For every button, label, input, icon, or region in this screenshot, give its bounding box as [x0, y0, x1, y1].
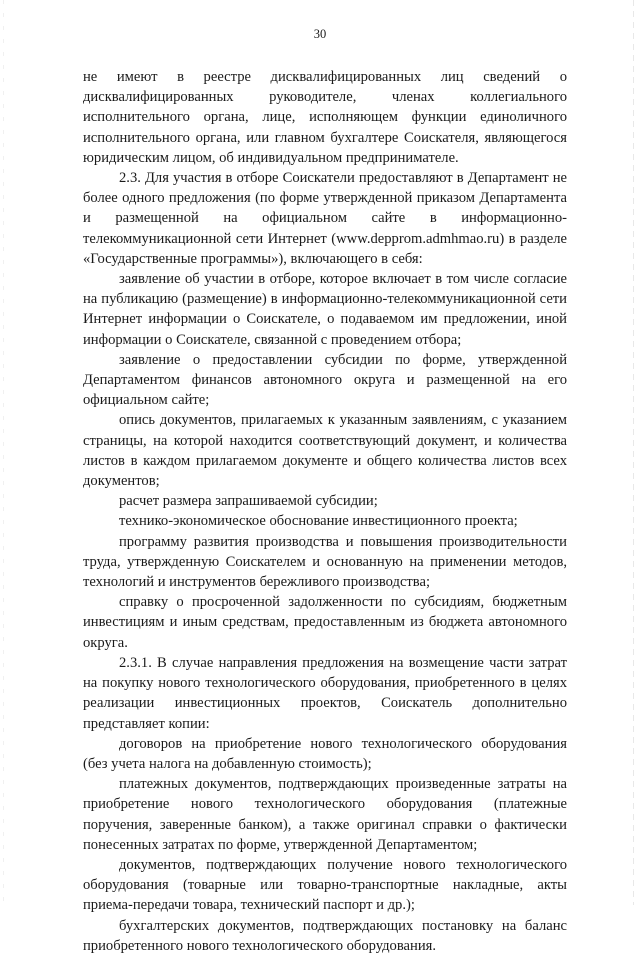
list-item-receipt-documents: документов, подтверждающих получение нового технологического оборудования (товарные или товарно-транспортные накладные, акты приема-передачи товара, технический паспорт и др.);: [83, 856, 567, 914]
list-item-debt-certificate: справку о просроченной задолженности по субсидиям, бюджетным инвестициям и иным средствам, предоставленным из бюджета автономного округа.: [83, 594, 567, 651]
list-item-application-participation: заявление об участии в отборе, которое включает в том числе согласие на публикацию (размещение) в информационно-телекоммуникационной сети Интернет информации о Соискателе, о подаваемом им предложении, иной информации о Соискателе, связанной с проведением отбора;: [83, 271, 567, 348]
scan-edge-right: [633, 0, 634, 905]
page-number: 30: [313, 27, 327, 41]
list-item-feasibility-study: технико-экономическое обоснование инвестиционного проекта;: [119, 513, 518, 530]
list-item-purchase-contracts: договоров на приобретение нового технологического оборудования (без учета налога на добавленную стоимость);: [83, 735, 567, 772]
list-item-document-inventory: опись документов, прилагаемых к указанным заявлениям, с указанием страницы, на которой находится соответствующий документ, и количества листов в каждом прилагаемом документе и общего количества листов всех документов;: [83, 412, 567, 490]
list-item-accounting-documents: бухгалтерских документов, подтверждающих постановку на баланс приобретенного нового технологического оборудования.: [83, 917, 567, 954]
paragraph-2-3: 2.3. Для участия в отборе Соискатели предоставляют в Департамент не более одного предложения (по форме утвержденной приказом Департамента и размещенной на официальном сайте в информационно-телекоммуникационной сети Интернет (www.depprom.admhmao.ru) в разделе «Государственные программы»), включающего в себя:: [83, 170, 567, 267]
paragraph-1: не имеют в реестре дисквалифицированных лиц сведений о дисквалифицированных руководителе, членах коллегиального исполнительного органа, лице, исполняющем функции единоличного исполнительного органа, или главном бухгалтере Соискателя, являющегося юридическим лицом, об индивидуальном предпринимателе.: [83, 69, 567, 166]
paragraph-2-3-1: 2.3.1. В случае направления предложения на возмещение части затрат на покупку нового технологического оборудования, приобретенного в целях реализации инвестиционных проектов, Соискатель дополнительно представляет копии:: [83, 654, 567, 732]
document-body: [83, 67, 567, 956]
list-item-application-subsidy: заявление о предоставлении субсидии по форме, утвержденной Департаментом финансов автономного округа и размещенной на его официальном сайте;: [83, 351, 567, 409]
list-item-development-program: программу развития производства и повышения производительности труда, утвержденную Соискателем и основанную на применении методов, технологий и инструментов бережливого производства;: [83, 533, 567, 591]
scan-edge-left: [3, 0, 4, 905]
list-item-payment-documents: платежных документов, подтверждающих произведенные затраты на приобретение нового технологического оборудования (платежные поручения, заверенные банком), а также оригинал справки о фактически понесенных затратах по форме, утвержденной Департаментом;: [83, 776, 567, 853]
list-item-subsidy-calculation: расчет размера запрашиваемой субсидии;: [119, 493, 378, 510]
